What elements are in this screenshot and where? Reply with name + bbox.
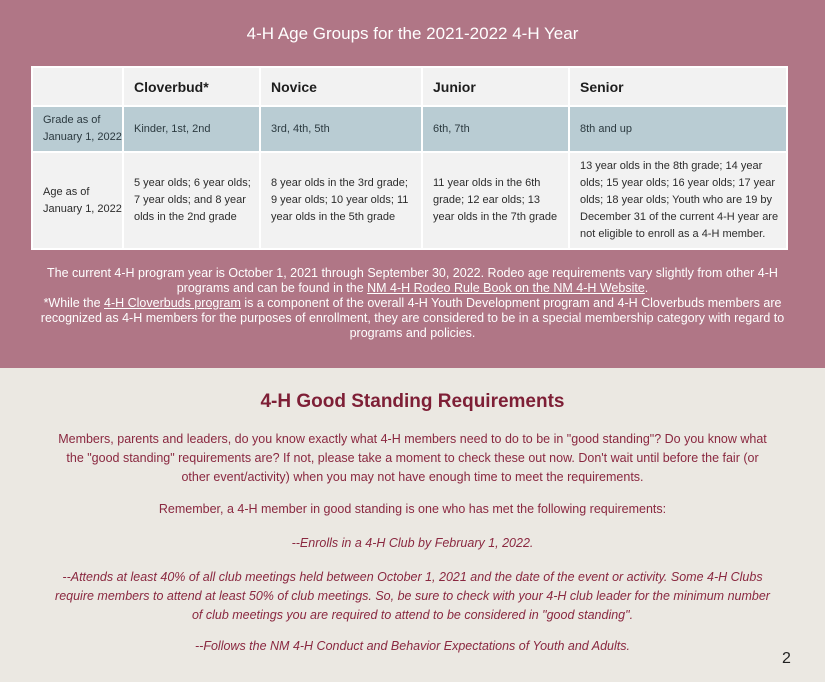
column-header-cloverbud: Cloverbud* [123, 67, 260, 106]
grade-cloverbud: Kinder, 1st, 2nd [123, 106, 260, 152]
grade-junior: 6th, 7th [422, 106, 569, 152]
age-groups-title: 4-H Age Groups for the 2021-2022 4-H Year [246, 24, 579, 43]
column-header-junior: Junior [422, 67, 569, 106]
program-year-end: . [644, 281, 649, 295]
grade-senior: 8th and up [569, 106, 787, 152]
cloverbud-text-start: *While the [43, 296, 105, 310]
table-header-blank [32, 67, 123, 106]
good-standing-remember: Remember, a 4-H member in good standing is one who has met the following requirements: [158, 502, 667, 516]
age-cloverbud: 5 year olds; 6 year olds; 7 year olds; and 8 year olds in the 2nd grade [123, 152, 260, 249]
rodeo-rule-book-link[interactable]: NM 4-H Rodeo Rule Book on the NM 4-H Website [367, 281, 645, 295]
program-year-text: The current 4-H program year is October 1, 2021 through September 30, 2022. Rodeo age requirements vary slightly from other 4-H programs and can be found in the [47, 266, 778, 295]
age-groups-table [31, 66, 788, 250]
age-novice: 8 year olds in the 3rd grade; 9 year olds; 10 year olds; 11 year olds in the 5th grade [260, 152, 422, 249]
table-row [32, 152, 787, 249]
program-notes [40, 266, 785, 341]
row-label-grade: Grade as of January 1, 2022 [32, 106, 123, 152]
requirement-enrollment: --Enrolls in a 4-H Club by February 1, 2022. [291, 536, 534, 550]
column-header-senior: Senior [569, 67, 787, 106]
good-standing-title: 4-H Good Standing Requirements [260, 391, 565, 412]
program-year-note [40, 266, 785, 296]
column-header-novice: Novice [260, 67, 422, 106]
requirement-conduct: --Follows the NM 4-H Conduct and Behavior Expectations of Youth and Adults. [195, 639, 630, 653]
cloverbuds-program-link[interactable]: 4-H Cloverbuds program [104, 296, 241, 310]
page-number: 2 [782, 650, 791, 667]
good-standing-intro: Members, parents and leaders, do you know exactly what 4-H members need to do to be in "good standing"? Do you know what the "good standing" requirements are? If not, please take a moment to check these out now. Don't wait until before the fair (or other event/activity) when you may not have enough time to meet the requirements. [58, 432, 767, 484]
age-senior: 13 year olds in the 8th grade; 14 year olds; 15 year olds; 16 year olds; 17 year olds; 18 year olds; Youth who are 19 by December 31 of the current 4-H year are not eligible to enroll as a 4-H member. [569, 152, 787, 249]
requirement-attendance: --Attends at least 40% of all club meetings held between October 1, 2021 and the date of the event or activity. Some 4-H Clubs require members to attend at least 50% of club meetings. So, be sure to check with your 4-H club leader for the minimum number of club meetings you are required to attend to be considered in "good standing". [55, 570, 770, 622]
table-row [32, 106, 787, 152]
table-header-row [32, 67, 787, 106]
age-junior: 11 year olds in the 6th grade; 12 ear olds; 13 year olds in the 7th grade [422, 152, 569, 249]
cloverbud-note [40, 296, 785, 341]
cloverbud-text-end: is a component of the overall 4-H Youth Development program and 4-H Cloverbuds members are recognized as 4-H members for the purposes of enrollment, they are considered to be in a special membership category with regard to programs and policies. [40, 296, 785, 340]
row-label-age: Age as of January 1, 2022 [32, 152, 123, 249]
grade-novice: 3rd, 4th, 5th [260, 106, 422, 152]
